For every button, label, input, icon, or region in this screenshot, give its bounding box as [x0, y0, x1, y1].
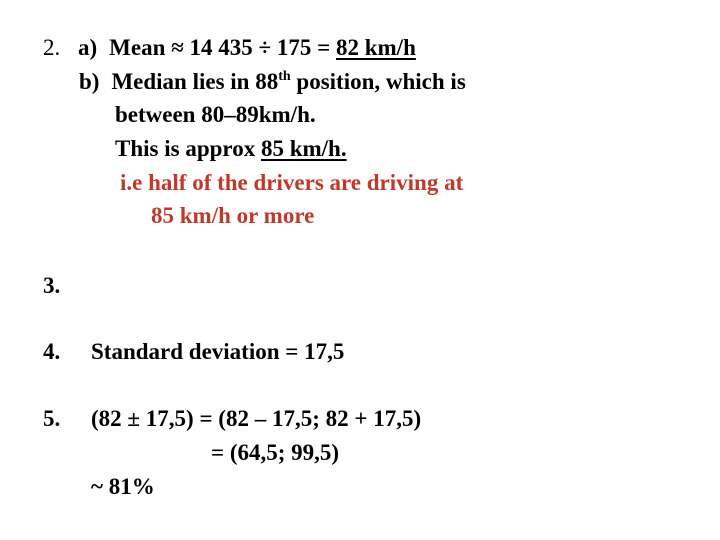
item-5-number: 5.: [43, 406, 61, 431]
item-2-line-a: [43, 34, 416, 62]
item-2-line-b: [79, 68, 466, 96]
item-2b-line3-pre: This is approx: [115, 136, 261, 161]
item-2a-answer: 82 km/h: [335, 35, 416, 60]
item-4-line: [43, 338, 60, 366]
item-2-note-line1: i.e half of the drivers are driving at: [120, 170, 464, 195]
item-2b-line2: between 80–89km/h.: [115, 102, 316, 127]
item-2b-text-pre: Median lies in 88: [111, 69, 279, 94]
item-2b-line3-answer: 85 km/h.: [260, 136, 347, 161]
item-5-line2: = (64,5; 99,5): [211, 440, 340, 465]
item-4-text: Standard deviation = 17,5: [91, 339, 345, 364]
item-2b-text-post: position, which is: [290, 69, 466, 94]
item-5-line1: (82 ± 17,5) = (82 – 17,5; 82 + 17,5): [91, 406, 422, 431]
item-2a-label: a): [78, 35, 98, 60]
item-4-number: 4.: [43, 339, 61, 364]
item-2a-text: Mean ≈ 14 435 ÷ 175 =: [109, 35, 336, 60]
item-2b-superscript: th: [278, 69, 291, 84]
item-2-note-line2: 85 km/h or more: [151, 203, 315, 228]
item-2b-label: b): [79, 69, 100, 94]
item-2-number: 2.: [43, 35, 61, 60]
item-2b-line3: [115, 135, 347, 163]
item-5-line3: ~ 81%: [91, 474, 155, 499]
item-3-number: 3.: [43, 273, 61, 298]
